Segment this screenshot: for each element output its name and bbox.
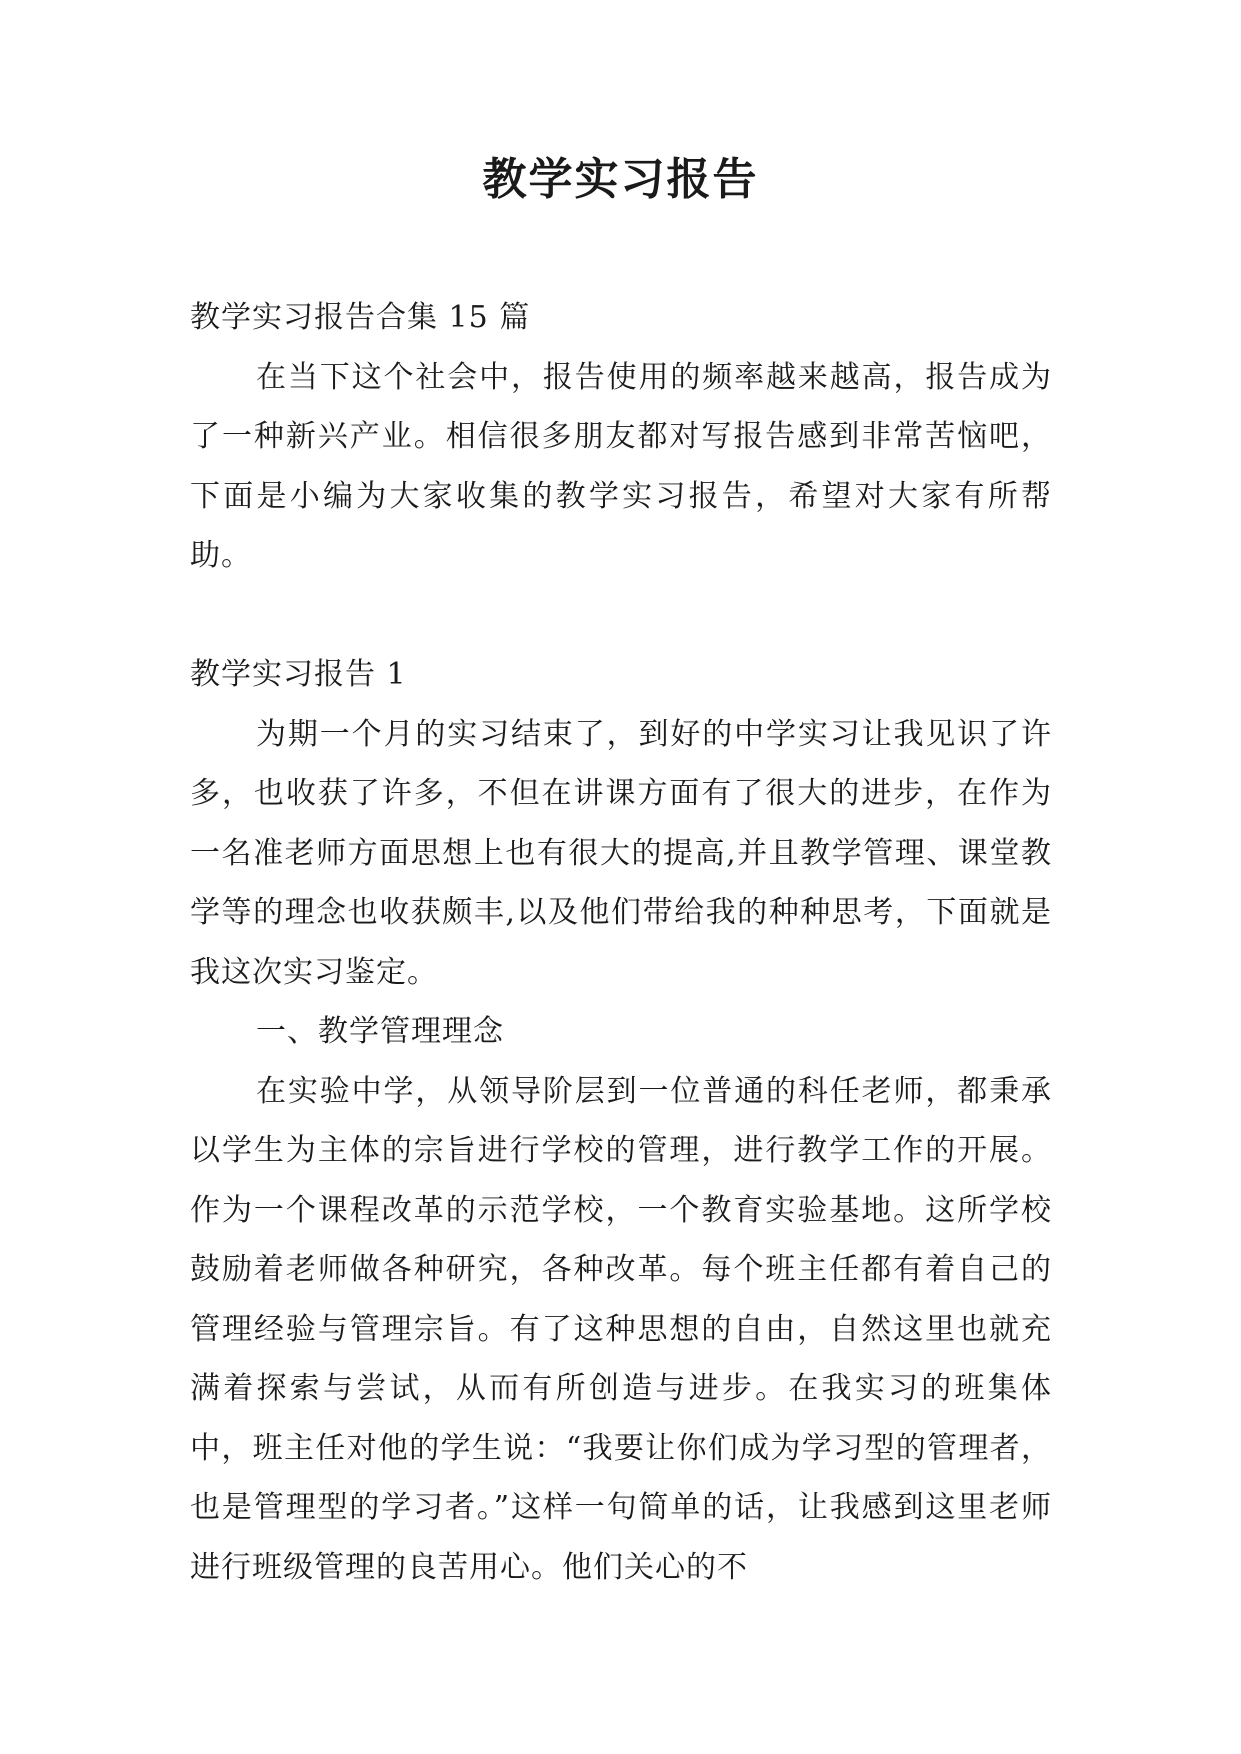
section-paragraph-2: 在实验中学，从领导阶层到一位普通的科任老师，都秉承以学生为主体的宗旨进行学校的管理，进行教学工作的开展。作为一个课程改革的示范学校，一个教育实验基地。这所学校鼓励着老师做各种研究，各种改革。每个班主任都有着自己的管理经验与管理宗旨。有了这种思想的自由，自然这里也就充满着探索与尝试，从而有所创造与进步。在我实习的班集体中，班主任对他的学生说：“我要让你们成为学习型的管理者，也是管理型的学习者。”这样一句简单的话，让我感到这里老师进行班级管理的良苦用心。他们关心的不 — [190, 1073, 1052, 1585]
section-heading: 教学实习报告 1 — [190, 657, 407, 692]
collection-subtitle: 教学实习报告合集 15 篇 — [190, 300, 531, 335]
document-body — [190, 288, 1052, 1597]
section-paragraph-1: 为期一个月的实习结束了，到好的中学实习让我见识了许多，也收获了许多，不但在讲课方面有了很大的进步，在作为一名准老师方面思想上也有很大的提高,并且教学管理、课堂教学等的理念也收获颇丰,以及他们带给我的种种思考，下面就是我这次实习鉴定。 — [190, 716, 1052, 990]
section-subheading: 一、教学管理理念 — [256, 1014, 504, 1049]
document-title: 教学实习报告 — [482, 154, 759, 205]
paragraph-spacer — [190, 586, 1052, 646]
intro-paragraph: 在当下这个社会中，报告使用的频率越来越高，报告成为了一种新兴产业。相信很多朋友都对写报告感到非常苦恼吧，下面是小编为大家收集的教学实习报告，希望对大家有所帮助。 — [190, 359, 1052, 573]
